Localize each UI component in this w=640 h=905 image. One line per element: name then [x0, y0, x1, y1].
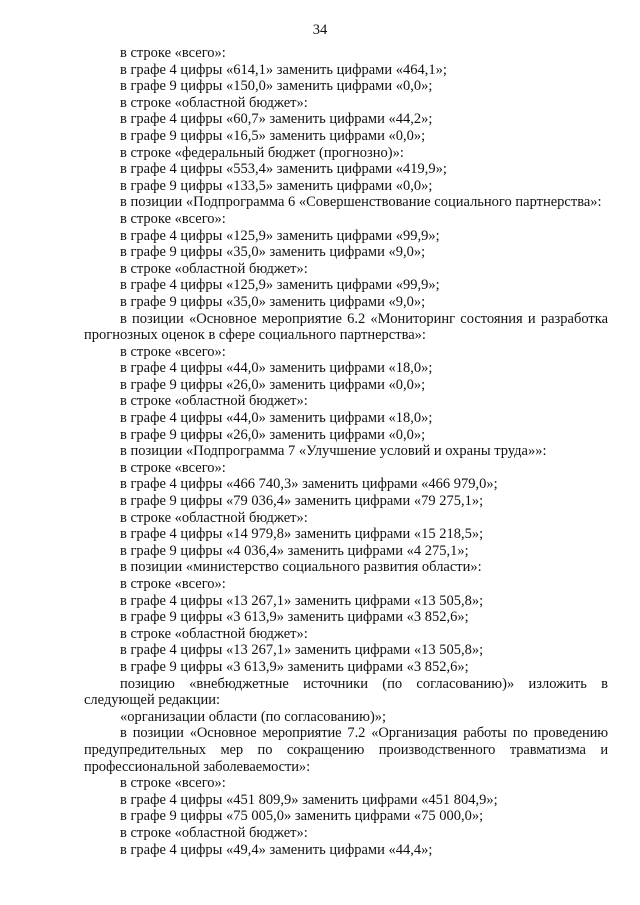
text-line: в графе 9 цифры «133,5» заменить цифрами «0,0»; [120, 177, 433, 194]
text-line: «организации области (по согласованию)»; [120, 708, 387, 725]
text-line: в строке «всего»: [120, 576, 226, 592]
text-line: в позиции «Подпрограмма 6 «Совершенствование социального партнерства»: [120, 194, 602, 211]
text-line: в графе 4 цифры «13 267,1» заменить цифрами «13 505,8»; [120, 592, 484, 609]
text-line: в графе 4 цифры «44,0» заменить цифрами «18,0»; [120, 360, 433, 377]
text-line: в строке «областной бюджет»: [120, 94, 308, 111]
text-line: в графе 9 цифры «75 005,0» заменить цифрами «75 000,0»; [120, 808, 484, 825]
text-line: в строке «всего»: [120, 775, 226, 792]
text-line: в графе 9 цифры «26,0» заменить цифрами «0,0»; [120, 426, 426, 443]
text-line: в графе 4 цифры «125,9» заменить цифрами «99,9»; [120, 227, 440, 244]
text-paragraph: в позиции «Основное мероприятие 7.2 «Организация работы по проведению предупредительных мер по сокращению производственного травматизма и профессиональной заболеваемости»: [84, 725, 608, 775]
text-line: в графе 9 цифры «3 613,9» заменить цифрами «3 852,6»; [120, 658, 469, 675]
text-line: в строке «областной бюджет»: [120, 824, 308, 841]
text-line: в строке «всего»: [120, 343, 226, 360]
text-line: в графе 4 цифры «60,7» заменить цифрами «44,2»; [120, 111, 433, 128]
text-line: в графе 4 цифры «14 979,8» заменить цифрами «15 218,5»; [120, 526, 484, 543]
text-line: в позиции «министерство социального развития области»: [120, 559, 482, 576]
text-paragraph: в позиции «Основное мероприятие 6.2 «Мониторинг состояния и разработка прогнозных оценок в сфере социального партнерства»: [84, 310, 608, 344]
text-line: в графе 9 цифры «150,0» заменить цифрами «0,0»; [120, 78, 433, 95]
text-line: в графе 4 цифры «13 267,1» заменить цифрами «13 505,8»; [120, 642, 484, 659]
text-line: в графе 4 цифры «614,1» заменить цифрами «464,1»; [120, 61, 447, 78]
text-line: в графе 4 цифры «125,9» заменить цифрами «99,9»; [120, 277, 440, 294]
document-body [84, 45, 608, 858]
text-line: в графе 9 цифры «35,0» заменить цифрами «9,0»; [120, 293, 426, 310]
text-line: в графе 9 цифры «3 613,9» заменить цифрами «3 852,6»; [120, 609, 469, 626]
text-line: в строке «всего»: [120, 459, 226, 476]
text-line: в графе 4 цифры «553,4» заменить цифрами «419,9»; [120, 161, 447, 178]
text-paragraph: позицию «внебюджетные источники (по согласованию)» изложить в следующей редакции: [84, 675, 608, 709]
text-line: в графе 4 цифры «466 740,3» заменить цифрами «466 979,0»; [120, 476, 498, 493]
text-line: в строке «федеральный бюджет (прогнозно)»: [120, 144, 404, 161]
text-line: в строке «областной бюджет»: [120, 260, 308, 277]
text-line: в строке «областной бюджет»: [120, 509, 308, 526]
text-line: в графе 4 цифры «49,4» заменить цифрами «44,4»; [120, 841, 433, 858]
page-number: 34 [312, 22, 328, 38]
text-line: в позиции «Подпрограмма 7 «Улучшение условий и охраны труда»»: [120, 443, 547, 460]
text-line: в строке «всего»: [120, 45, 226, 61]
text-line: в строке «областной бюджет»: [120, 393, 308, 410]
text-line: в строке «всего»: [120, 210, 226, 227]
text-line: в графе 9 цифры «79 036,4» заменить цифрами «79 275,1»; [120, 493, 484, 510]
text-line: в графе 9 цифры «4 036,4» заменить цифрами «4 275,1»; [120, 542, 469, 559]
text-line: в графе 9 цифры «16,5» заменить цифрами «0,0»; [120, 127, 426, 144]
text-line: в графе 9 цифры «26,0» заменить цифрами «0,0»; [120, 376, 426, 393]
text-line: в графе 4 цифры «44,0» заменить цифрами «18,0»; [120, 410, 433, 427]
text-line: в строке «областной бюджет»: [120, 625, 308, 642]
text-line: в графе 9 цифры «35,0» заменить цифрами «9,0»; [120, 244, 426, 261]
text-line: в графе 4 цифры «451 809,9» заменить цифрами «451 804,9»; [120, 791, 498, 808]
